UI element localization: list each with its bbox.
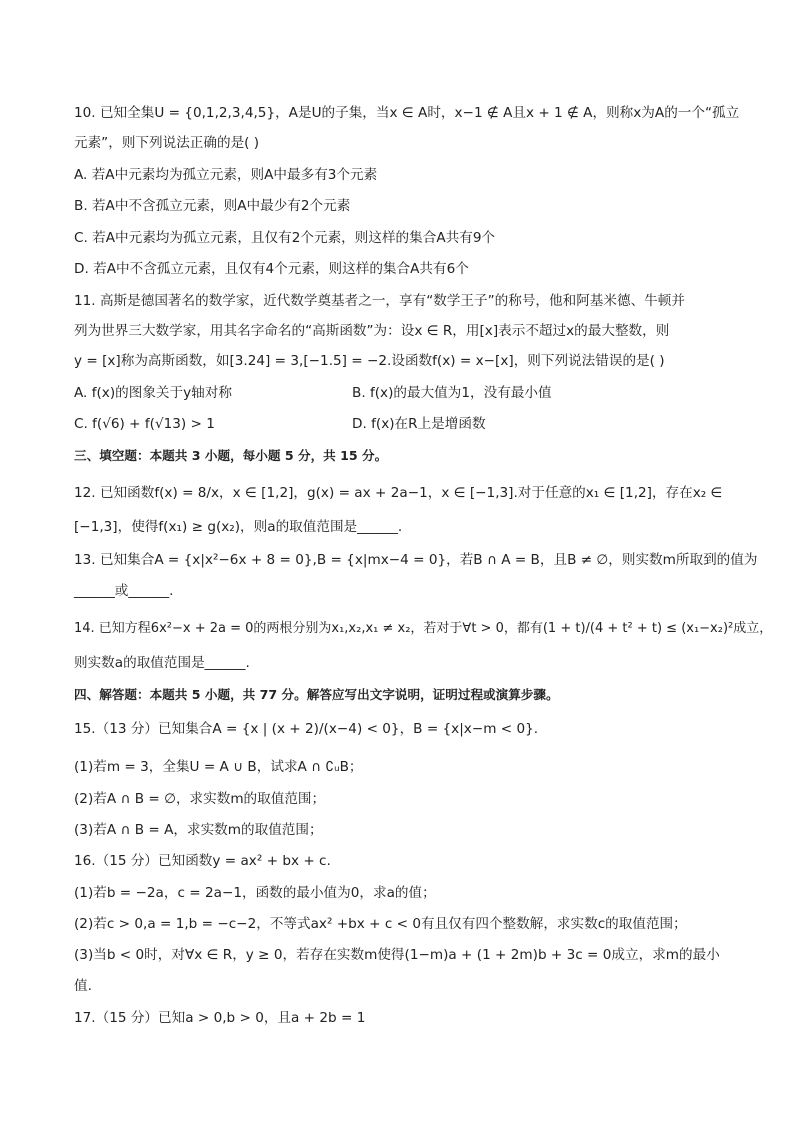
q10-option-a: A. 若A中元素均为孤立元素，则A中最多有3个元素 — [74, 167, 378, 183]
q15-part3: (3)若A ∩ B = A，求实数m的取值范围； — [74, 822, 323, 838]
q16-part2: (2)若c > 0,a = 1,b = −c−2，不等式ax² +bx + c < 0有且仅有四个整数解，求实数c的取值范围； — [74, 916, 687, 932]
section-fill-in-blank-heading: 三、填空题：本题共 3 小题，每小题 5 分，共 15 分。 — [74, 448, 388, 463]
q11-option-b: B. f(x)的最大值为1，没有最小值 — [352, 385, 552, 401]
q10-stem-line1: 10. 已知全集U = {0,1,2,3,4,5}，A是U的子集，当x ∈ A时，x−1 ∉ A且x + 1 ∉ A，则称x为A的一个“孤立 — [74, 105, 740, 121]
q11-stem-line3: y = [x]称为高斯函数，如[3.24] = 3,[−1.5] = −2.设函数f(x) = x−[x]，则下列说法错误的是( ) — [74, 353, 665, 369]
q10-option-c: C. 若A中元素均为孤立元素，且仅有2个元素，则这样的集合A共有9个 — [74, 230, 496, 246]
q13-stem-line2: ______或______. — [74, 583, 174, 599]
section-solution-heading: 四、解答题：本题共 5 小题，共 77 分。解答应写出文字说明，证明过程或演算步骤。 — [74, 687, 559, 702]
q17-stem: 17.（15 分）已知a > 0,b > 0，且a + 2b = 1 — [74, 1010, 366, 1026]
q11-stem-line1: 11. 高斯是德国著名的数学家，近代数学奠基者之一，享有“数学王子”的称号，他和阿基米德、牛顿并 — [74, 293, 685, 309]
q14-stem-line1: 14. 已知方程6x²−x + 2a = 0的两根分别为x₁,x₂,x₁ ≠ x₂，若对于∀t > 0，都有(1 + t)/(4 + t² + t) ≤ (x₁−x₂)²成立， — [74, 621, 773, 636]
q10-option-b: B. 若A中不含孤立元素，则A中最少有2个元素 — [74, 198, 351, 214]
q15-part2: (2)若A ∩ B = ∅，求实数m的取值范围； — [74, 791, 326, 807]
q16-part3-line1: (3)当b < 0时，对∀x ∈ R，y ≥ 0，若存在实数m使得(1−m)a + (1 + 2m)b + 3c = 0成立，求m的最小 — [74, 947, 720, 963]
q13-stem-line1: 13. 已知集合A = {x|x²−6x + 8 = 0},B = {x|mx−4 = 0}，若B ∩ A = B，且B ≠ ∅，则实数m所取到的值为 — [74, 552, 758, 568]
q16-stem: 16.（15 分）已知函数y = ax² + bx + c. — [74, 853, 331, 869]
q12-stem-line1: 12. 已知函数f(x) = 8/x，x ∈ [1,2]，g(x) = ax + 2a−1，x ∈ [−1,3].对于任意的x₁ ∈ [1,2]，存在x₂ ∈ — [74, 485, 723, 501]
q11-stem-line2: 列为世界三大数学家，用其名字命名的“高斯函数”为：设x ∈ R，用[x]表示不超过x的最大整数，则 — [74, 323, 670, 339]
q10-option-d: D. 若A中不含孤立元素，且仅有4个元素，则这样的集合A共有6个 — [74, 261, 469, 277]
q15-part1: (1)若m = 3，全集U = A ∪ B，试求A ∩ ∁ᵤB； — [74, 759, 363, 775]
q14-stem-line2: 则实数a的取值范围是______. — [74, 655, 250, 671]
q11-option-a: A. f(x)的图象关于y轴对称 — [74, 385, 232, 401]
q11-option-d: D. f(x)在R上是增函数 — [352, 416, 486, 432]
q16-part1: (1)若b = −2a，c = 2a−1，函数的最小值为0，求a的值； — [74, 885, 436, 901]
q11-option-c: C. f(√6) + f(√13) > 1 — [74, 416, 215, 432]
q12-stem-line2: [−1,3]，使得f(x₁) ≥ g(x₂)，则a的取值范围是______. — [74, 519, 403, 535]
q10-stem-line2: 元素”，则下列说法正确的是( ) — [74, 135, 260, 151]
q15-stem: 15.（13 分）已知集合A = {x | (x + 2)/(x−4) < 0}，B = {x|x−m < 0}. — [74, 721, 539, 737]
q16-part3-line2: 值. — [74, 978, 92, 994]
